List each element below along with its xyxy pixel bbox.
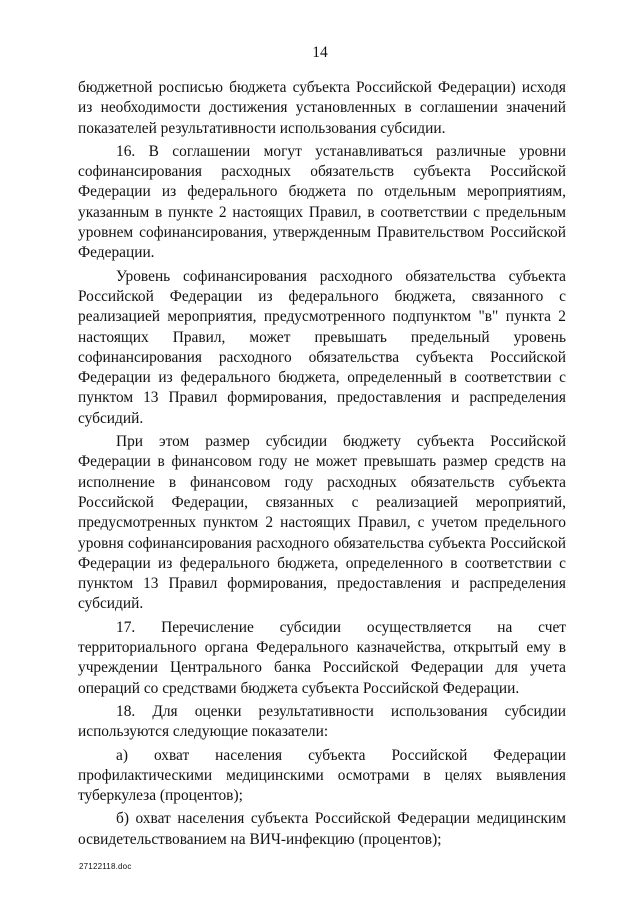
paragraph-item-16: 16. В соглашении могут устанавливаться различные уровни софинансирования расходных обязательств субъекта Российской Федерации из федерального бюджета по отдельным мероприятиям, указанным в пункте 2 настоящих Правил, в соответствии с предельным уровнем софинансирования, утвержденным Правительством Российской Федерации. — [78, 142, 566, 262]
paragraph-cofinancing-level: Уровень софинансирования расходного обязательства субъекта Российской Федерации из федерального бюджета, связанного с реализацией мероприятия, предусмотренного подпунктом "в" пункта 2 настоящих Правил, может превышать предельный уровень софинансирования расходного обязательства субъекта Российской Федерации из федерального бюджета, определенный в соответствии с пунктом 13 Правил формирования, предоставления и распределения субсидий. — [78, 267, 566, 427]
paragraph-item-17: 17. Перечисление субсидии осуществляется на счет территориального органа Федерального казначейства, открытый ему в учреждении Центрального банка Российской Федерации для учета операций со средствами бюджета субъекта Российской Федерации. — [78, 618, 566, 697]
paragraph-continuation: бюджетной росписью бюджета субъекта Российской Федерации) исходя из необходимости достижения установленных в соглашении значений показателей результативности использования субсидии. — [78, 79, 566, 137]
paragraph-item-18: 18. Для оценки результативности использования субсидии используются следующие показатели: — [78, 702, 566, 741]
document-body — [78, 78, 566, 853]
paragraph-subsidy-limit: При этом размер субсидии бюджету субъекта Российской Федерации в финансовом году не может превышать размер средств на исполнение в финансовом году расходных обязательств субъекта Российской Федерации, связанных с реализацией мероприятий, предусмотренных пунктом 2 настоящих Правил, с учетом предельного уровня софинансирования расходного обязательства субъекта Российской Федерации из федерального бюджета, определенного в соответствии с пунктом 13 Правил формирования, предоставления и распределения субсидий. — [78, 433, 566, 613]
page-number: 14 — [312, 44, 328, 61]
footer-file-code: 27122118.doc — [79, 862, 132, 871]
list-item-a: а) охват населения субъекта Российской Федерации профилактическими медицинскими осмотрами в целях выявления туберкулеза (процентов); — [78, 746, 566, 805]
list-item-b: б) охват населения субъекта Российской Федерации медицинским освидетельствованием на ВИЧ-инфекцию (процентов); — [78, 810, 566, 848]
